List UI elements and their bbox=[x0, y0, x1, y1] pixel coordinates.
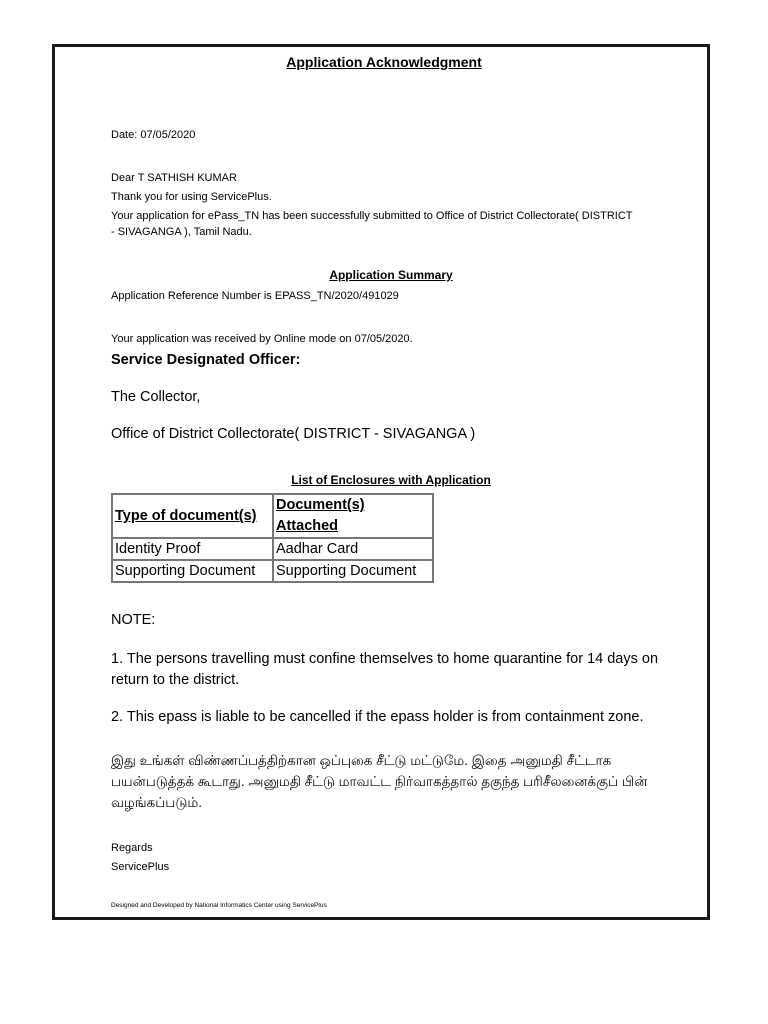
note-label: NOTE: bbox=[111, 612, 156, 628]
enclosures-title: List of Enclosures with Application bbox=[291, 473, 491, 487]
office-name: Office of District Collectorate( DISTRICT - SIVAGANGA ) bbox=[111, 426, 476, 442]
table-row bbox=[112, 560, 433, 582]
note-item-1: 1. The persons travelling must confine themselves to home quarantine for 14 days on return to the district. bbox=[111, 651, 659, 688]
table-cell: Aadhar Card bbox=[273, 538, 433, 560]
officer-label: Service Designated Officer: bbox=[111, 352, 301, 368]
reference-number: Application Reference Number is EPASS_TN/2020/491029 bbox=[111, 290, 399, 302]
table-cell: Identity Proof bbox=[112, 538, 273, 560]
table-header-type: Type of document(s) bbox=[112, 494, 273, 538]
greeting-text: Dear T SATHISH KUMAR bbox=[111, 172, 237, 184]
table-header-attached: Document(s) Attached bbox=[273, 494, 433, 538]
signature-text: ServicePlus bbox=[111, 861, 170, 873]
tamil-note: இது உங்கள் விண்ணப்பத்திற்கான ஒப்புகை சீட்டு மட்டுமே. இதை அனுமதி சீட்டாக பயன்படுத்தக் கூடாது. அனுமதி சீட்டு மாவட்ட நிர்வாகத்தால் தகுந்த பரிசீலனைக்குப் பின் வழங்கப்படும். bbox=[111, 753, 648, 810]
table-cell: Supporting Document bbox=[273, 560, 433, 582]
submitted-line-2: - SIVAGANGA ), Tamil Nadu. bbox=[111, 226, 252, 238]
page-title: Application Acknowledgment bbox=[286, 54, 482, 70]
thanks-text: Thank you for using ServicePlus. bbox=[111, 191, 272, 203]
enclosures-table bbox=[111, 493, 434, 583]
footer-text: Designed and Developed by National Informatics Center using ServicePlus bbox=[111, 902, 327, 909]
officer-name: The Collector, bbox=[111, 389, 201, 405]
regards-text: Regards bbox=[111, 842, 153, 854]
summary-title: Application Summary bbox=[329, 268, 453, 282]
received-text: Your application was received by Online mode on 07/05/2020. bbox=[111, 333, 413, 345]
date-text: Date: 07/05/2020 bbox=[111, 129, 196, 141]
submitted-line-1: Your application for ePass_TN has been successfully submitted to Office of District Collectorate( DISTRICT bbox=[111, 210, 633, 222]
note-item-2: 2. This epass is liable to be cancelled if the epass holder is from containment zone. bbox=[111, 709, 644, 725]
table-header-row bbox=[112, 494, 433, 538]
table-cell: Supporting Document bbox=[112, 560, 273, 582]
table-row bbox=[112, 538, 433, 560]
